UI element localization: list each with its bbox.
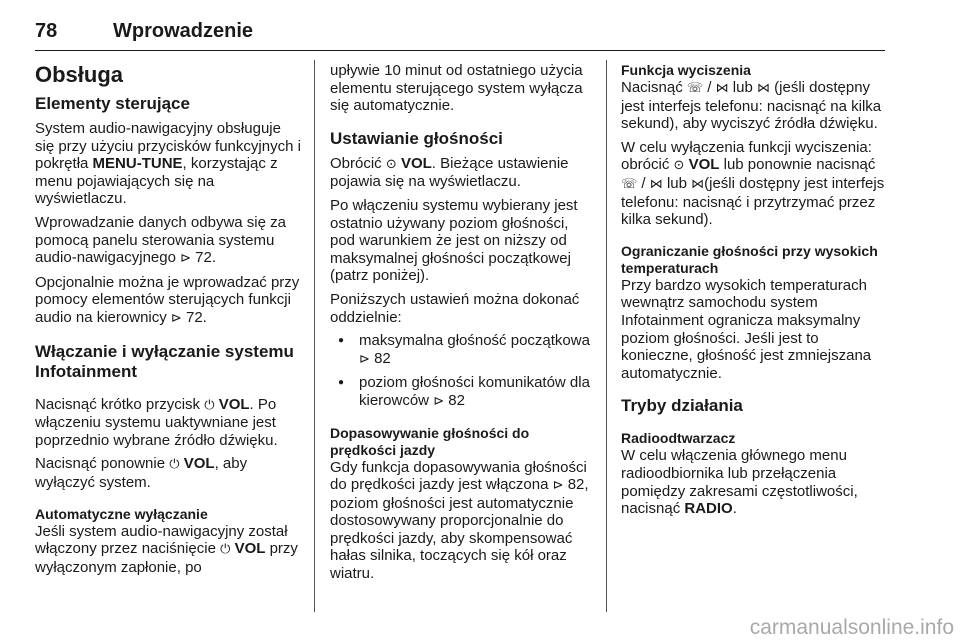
- column-2: [330, 62, 596, 589]
- paragraph: Jeśli system audio-nawigacyjny został włączony przez naciśnięcie ⏻ VOL przy wyłączonym zapłonie, po: [35, 522, 298, 576]
- list-item: ● maksymalna głośność początkowa ⊳ 82: [330, 332, 596, 368]
- paragraph: W celu wyłączenia funkcji wyciszenia: obrócić ⊙ VOL lub ponownie nacisnąć ☏ / ⋈ lub ⋈(jeśli dostępny jest interfejs telefonu: nacisnąć i przytrzymać przez kilka sekund).: [621, 138, 885, 229]
- paragraph: Nacisnąć krótko przycisk ⏻ VOL. Po włączeniu systemu uaktywniane jest poprzednio wybrane źródło dźwięku.: [35, 395, 278, 449]
- volume-knob-icon: ⊙: [385, 156, 397, 172]
- page-number: 78: [35, 20, 58, 42]
- settings-list: [330, 332, 596, 410]
- heading-automatyczne-wylaczanie: Automatyczne wyłączanie: [35, 505, 208, 522]
- paragraph: Opcjonalnie można je wprowadzać przy pomocy elementów sterujących funkcji audio na kierownicy ⊳ 72.: [35, 273, 300, 326]
- mute-icon: ⋈: [757, 81, 770, 96]
- heading-obsluga: Obsługa: [35, 62, 124, 87]
- paragraph: Po włączeniu systemu wybierany jest ostatnio używany poziom głośności, pod warunkiem że jest on niższy od maksymalnej głośności początkowej (patrz poniżej).: [330, 196, 578, 285]
- mute-icon: ⋈: [649, 176, 663, 192]
- paragraph: System audio-nawigacyjny obsługuje się przy użyciu przycisków funkcyjnych i pokrętła MENU-TUNE, korzystając z menu pojawiających się na wyświetlaczu.: [35, 120, 301, 208]
- page-header: [35, 20, 885, 51]
- mute-icon: ⋈: [691, 176, 705, 192]
- power-icon: ⏻: [169, 457, 180, 473]
- menu-tune-label: MENU-TUNE: [92, 155, 183, 173]
- paragraph: Wprowadzanie danych odbywa się za pomocą panelu sterowania systemu audio-nawigacyjnego ⊳ 72.: [35, 213, 286, 267]
- phone-icon: ☏: [621, 176, 638, 192]
- heading-tryby-dzialania: Tryby działania: [621, 396, 743, 416]
- page-reference-arrow-icon: ⊳: [170, 310, 182, 326]
- paragraph: Przy bardzo wysokich temperaturach wewnątrz samochodu system Infotainment ogranicza maksymalny poziom głośności. Jeśli jest to konieczne, głośność jest zmniejszana automatycznie.: [621, 276, 872, 382]
- heading-ustawianie-glosnosci: Ustawianie głośności: [330, 128, 503, 148]
- page-reference-arrow-icon: ⊳: [433, 393, 445, 409]
- watermark: carmanualsonline.info: [749, 616, 954, 639]
- column-3: [621, 62, 885, 524]
- mute-icon: ⋈: [715, 81, 729, 96]
- heading-funkcja-wyciszenia: Funkcja wyciszenia: [621, 62, 751, 78]
- page-reference[interactable]: 72.: [181, 308, 207, 326]
- page-reference[interactable]: 72.: [191, 249, 217, 267]
- paragraph: Nacisnąć ☏ / ⋈ lub ⋈ (jeśli dostępny jest interfejs telefonu: nacisnąć na kilka sekund), aby wyciszyć źródła dźwięku.: [621, 79, 882, 133]
- page-reference-arrow-icon: ⊳: [552, 478, 564, 494]
- radio-button-label: RADIO: [684, 500, 733, 518]
- column-divider: [606, 60, 607, 612]
- heading-ograniczanie-glosnosci: Ograniczanie głośności przy wysokich temperaturach: [621, 242, 878, 276]
- heading-elementy-sterujace: Elementy sterujące: [35, 94, 190, 113]
- paragraph: Nacisnąć ponownie ⏻ VOL, aby wyłączyć system.: [35, 455, 248, 491]
- paragraph: Obrócić ⊙ VOL. Bieżące ustawienie pojawia się na wyświetlaczu.: [330, 154, 569, 191]
- page-title: Wprowadzenie: [113, 20, 254, 42]
- page-reference[interactable]: 82: [369, 349, 391, 367]
- heading-dopasowywanie: Dopasowywanie głośności do prędkości jazdy: [330, 424, 530, 458]
- paragraph: upływie 10 minut od ostatniego użycia elementu sterującego system wyłącza się automatycznie.: [330, 62, 583, 115]
- list-item: ● poziom głośności komunikatów dla kierowców ⊳ 82: [330, 374, 596, 410]
- phone-icon: ☏: [686, 81, 704, 96]
- power-icon: ⏻: [220, 542, 231, 558]
- heading-radioodtwarzacz: Radioodtwarzacz: [621, 430, 736, 447]
- heading-wlaczanie: Włączanie i wyłączanie systemu Infotainment: [35, 341, 294, 381]
- page-reference-arrow-icon: ⊳: [180, 251, 192, 267]
- paragraph: Gdy funkcja dopasowywania głośności do prędkości jazdy jest włączona ⊳ 82, poziom głośności jest automatycznie dostosowywany proporcjonalnie do prędkości jazdy, aby skompensować hałas silnika, toczących się kół oraz wiatru.: [330, 458, 589, 583]
- paragraph: W celu włączenia głównego menu radioodbiornika lub przełączenia pomiędzy zakresami częstotliwości, nacisnąć RADIO.: [621, 447, 858, 518]
- paragraph: Poniższych ustawień można dokonać oddzielnie:: [330, 290, 580, 326]
- column-divider: [314, 60, 315, 612]
- power-icon: ⏻: [204, 397, 215, 413]
- page-reference-arrow-icon: ⊳: [359, 351, 370, 367]
- volume-knob-icon: ⊙: [673, 158, 685, 174]
- column-1: [35, 62, 303, 582]
- page-reference[interactable]: 82: [444, 391, 465, 409]
